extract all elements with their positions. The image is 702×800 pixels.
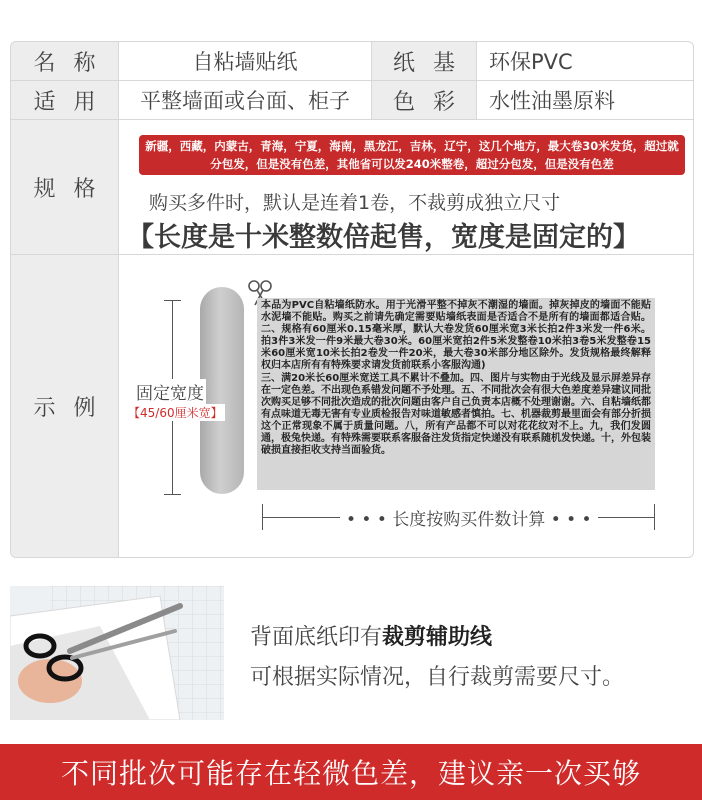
cut-guide-text-2: 可根据实际情况，自行裁剪需要尺寸。 (250, 665, 625, 690)
cutting-photo (10, 586, 224, 720)
color-difference-banner: 不同批次可能存在轻微色差，建议亲一次买够 (0, 744, 702, 800)
width-sub-label: 【45/60厘米宽】 (128, 406, 223, 420)
label-spec: 规格 (11, 120, 119, 254)
value-color: 水性油墨原料 (489, 89, 615, 113)
value-name: 自粘墙贴纸 (192, 50, 298, 74)
wallpaper-roll (200, 287, 244, 494)
notes-paragraph-1: 本品为PVC自粘墙纸防水。用于光滑平整不掉灰不潮湿的墙面。掉灰掉皮的墙面不能贴水泥墙不能贴。购买之前请先确定需要贴墙纸表面是否适合不是所有的墙面都适合贴。二、规格有60厘米0.15毫米厚，默认大卷发货60厘米宽3米长拍2件3米发一件6米。拍3件3米发一件9米最大卷30米。60厘米宽拍2件5米发整卷10米拍3卷5米发整卷15米60厘米宽10米长拍2卷发一件20米，最大卷30米部分地区除外。发货规格最终解释权归本店所有有特殊要求请发货前联系小客服沟通) (261, 300, 651, 372)
value-paper: 环保PVC (489, 50, 573, 74)
width-label: 固定宽度 (134, 379, 206, 404)
spec-row-name (11, 42, 693, 81)
cut-guide-prefix: 背面底纸印有 (250, 625, 383, 650)
shipping-notice: 新疆，西藏，内蒙古，青海，宁夏，海南，黑龙江，吉林，辽宁，这几个地方，最大卷30米发货，超过就分包发，但是没有色差，其他省可以发240米整卷，超过分包发，但是没有色差 (139, 135, 685, 175)
label-paper: 纸基 (371, 42, 477, 80)
width-dimension-cap-top (164, 300, 181, 301)
cut-note: 购买多件时，默认是连着1卷，不裁剪成独立尺寸 (149, 192, 561, 214)
length-label: • • • 长度按购买件数计算 • • • (340, 505, 598, 530)
label-color: 色彩 (371, 81, 477, 119)
cutting-illustration (10, 586, 224, 720)
sale-rule-highlight: 【长度是十米整数倍起售，宽度是固定的】 (127, 222, 640, 253)
length-dimension-cap-right (654, 504, 655, 530)
width-dimension-cap-bottom (164, 494, 181, 495)
product-notes (257, 298, 655, 490)
label-name: 名称 (11, 42, 119, 80)
length-dimension-cap-left (262, 504, 263, 530)
label-use: 适用 (11, 81, 119, 119)
cut-guide-text (250, 620, 492, 651)
value-use: 平整墙面或台面、柜子 (140, 89, 350, 113)
cut-guide-bold: 裁剪辅助线 (382, 625, 493, 650)
spec-row-use (11, 81, 693, 120)
notes-paragraph-2: 三、满20米长60厘米宽送工具不累计不叠加。四、图片与实物由于光线及显示屏差异存在一定色差。不出现色系错发问题不予处理。五、不同批次会有很大色差度差异建议同批次购买足够不同批次造成的批次问题由客户自己负责本店概不处理谢谢。六、自粘墙纸都有点味道无毒无害有专业质检报告对味道敏感者慎拍。七、机器裁剪最里面会有部分折损这个正常现象不属于质量问题。八，所有产品都不可以对花花纹对不上。九，我们发圆通，极兔快递。有特殊需要联系客服备注发货指定快递没有联系随机发快递。十，外包装破损直接拒收支持当面验货。 (261, 372, 651, 457)
label-example: 示例 (11, 255, 119, 557)
